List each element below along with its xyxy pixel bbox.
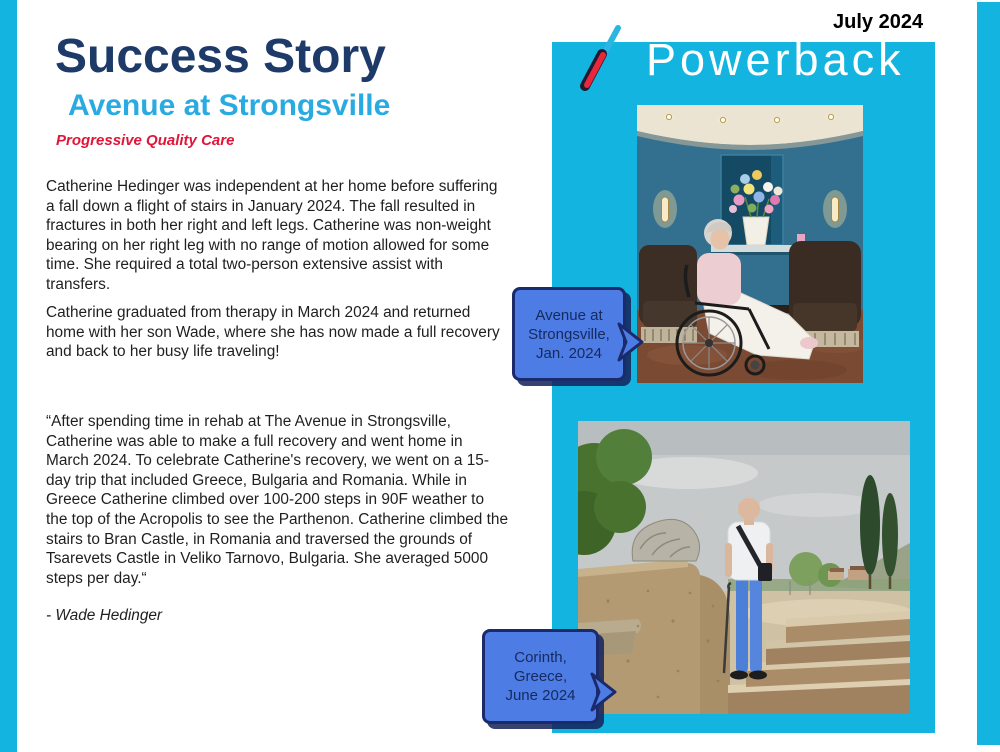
photo-indoor-wheelchair bbox=[637, 105, 863, 383]
callout-line: Avenue at bbox=[535, 306, 603, 324]
callout-corinth-greece bbox=[482, 629, 599, 724]
facility-name: Avenue at Strongsville bbox=[68, 89, 391, 122]
page-title: Success Story bbox=[55, 30, 386, 83]
callout-arrow-icon bbox=[617, 321, 645, 363]
quote-signature: - Wade Hedinger bbox=[46, 607, 163, 624]
callout-line: Strongsville, bbox=[528, 325, 610, 343]
photo-outdoor-corinth bbox=[578, 421, 910, 714]
shoulder-bag bbox=[758, 563, 772, 581]
article-quote: “After spending time in rehab at The Avenue in Strongsville, Catherine was able to make a full recovery and went home in March 2024. To celebrate Catherine's recovery, we went on a 15-day trip that included Greece, Bulgaria and Romania. While in Greece Catherine climbed over 100-200 steps in 90F weather to the top of the Acropolis to see the Parthenon. Catherine climbed the stairs to Bran Castle, in Romania and traversed the grounds of Tsarevets Castle in Veliko Tarnovo, Bulgaria. She averaged 5000 steps per day.“ bbox=[46, 413, 509, 587]
wall-sconce-left bbox=[653, 190, 677, 228]
wall-sconce-right bbox=[823, 190, 847, 228]
powerback-slash-icon bbox=[576, 22, 626, 94]
issue-date: July 2024 bbox=[833, 11, 924, 33]
callout-line: Greece, bbox=[513, 668, 568, 685]
article-paragraph-2: Catherine graduated from therapy in March 2024 and returned home with her son Wade, where she has now made a full recovery and back to her busy life traveling! bbox=[46, 304, 500, 361]
powerback-logo: Powerback bbox=[646, 34, 905, 85]
left-accent-bar bbox=[0, 0, 17, 752]
callout-line: Jan. 2024 bbox=[536, 344, 602, 362]
article-paragraph-1: Catherine Hedinger was independent at her home before suffering a fall down a flight of stairs in January 2024. The fall resulted in fractures in both her right and left legs. Catherine was non-weight bearing on her right leg with no range of motion allowed for some time. She required a total two-person extensive assist with transfers. bbox=[46, 178, 498, 293]
callout-arrow-icon bbox=[590, 671, 618, 713]
callout-avenue-strongsville bbox=[512, 287, 626, 381]
callout-line: Corinth, bbox=[514, 649, 567, 666]
right-accent-bar bbox=[977, 2, 1000, 745]
callout-line: June 2024 bbox=[505, 687, 576, 704]
tagline: Progressive Quality Care bbox=[56, 132, 235, 149]
